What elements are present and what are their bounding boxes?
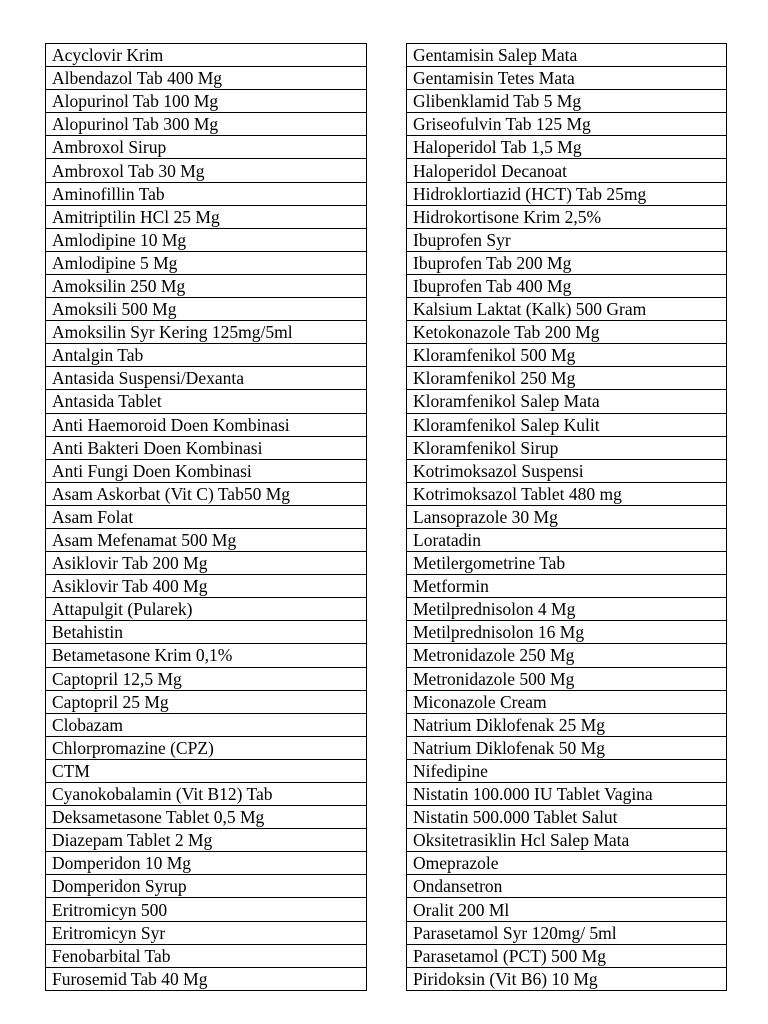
drug-name-cell: Asiklovir Tab 400 Mg bbox=[46, 575, 367, 598]
drug-name-cell: Kloramfenikol Salep Mata bbox=[407, 390, 727, 413]
drug-name-cell: Anti Bakteri Doen Kombinasi bbox=[46, 436, 367, 459]
table-row bbox=[407, 713, 727, 736]
drug-name-cell: Furosemid Tab 40 Mg bbox=[46, 967, 367, 990]
drug-name-cell: Asam Askorbat (Vit C) Tab50 Mg bbox=[46, 482, 367, 505]
table-row bbox=[46, 944, 367, 967]
table-row bbox=[46, 644, 367, 667]
drug-name-cell: Piridoksin (Vit B6) 10 Mg bbox=[407, 967, 727, 990]
table-row bbox=[407, 759, 727, 782]
table-row bbox=[407, 690, 727, 713]
drug-name-cell: Kotrimoksazol Tablet 480 mg bbox=[407, 482, 727, 505]
table-row bbox=[46, 921, 367, 944]
drug-name-cell: Miconazole Cream bbox=[407, 690, 727, 713]
table-row bbox=[46, 528, 367, 551]
table-row bbox=[407, 44, 727, 67]
table-row bbox=[407, 228, 727, 251]
drug-name-cell: Oksitetrasiklin Hcl Salep Mata bbox=[407, 829, 727, 852]
drug-name-cell: Betametasone Krim 0,1% bbox=[46, 644, 367, 667]
drug-name-cell: Domperidon 10 Mg bbox=[46, 852, 367, 875]
table-row bbox=[46, 367, 367, 390]
table-row bbox=[407, 967, 727, 990]
table-row bbox=[46, 967, 367, 990]
table-row bbox=[407, 621, 727, 644]
drug-name-cell: Acyclovir Krim bbox=[46, 44, 367, 67]
drug-name-cell: Metilprednisolon 4 Mg bbox=[407, 598, 727, 621]
drug-name-cell: Anti Fungi Doen Kombinasi bbox=[46, 459, 367, 482]
drug-name-cell: Chlorpromazine (CPZ) bbox=[46, 736, 367, 759]
drug-name-cell: Anti Haemoroid Doen Kombinasi bbox=[46, 413, 367, 436]
drug-name-cell: Metronidazole 500 Mg bbox=[407, 667, 727, 690]
table-row bbox=[46, 44, 367, 67]
drug-name-cell: Gentamisin Tetes Mata bbox=[407, 67, 727, 90]
drug-name-cell: Ambroxol Tab 30 Mg bbox=[46, 159, 367, 182]
table-row bbox=[46, 482, 367, 505]
table-row bbox=[46, 621, 367, 644]
drug-name-cell: Kloramfenikol Salep Kulit bbox=[407, 413, 727, 436]
table-row bbox=[407, 251, 727, 274]
drug-name-cell: Fenobarbital Tab bbox=[46, 944, 367, 967]
drug-name-cell: Amlodipine 10 Mg bbox=[46, 228, 367, 251]
table-row bbox=[46, 436, 367, 459]
drug-name-cell: Kotrimoksazol Suspensi bbox=[407, 459, 727, 482]
table-row bbox=[407, 552, 727, 575]
table-row bbox=[46, 667, 367, 690]
table-row bbox=[407, 390, 727, 413]
table-row bbox=[46, 459, 367, 482]
drug-name-cell: Haloperidol Tab 1,5 Mg bbox=[407, 136, 727, 159]
table-row bbox=[407, 898, 727, 921]
drug-list-left-table bbox=[45, 43, 367, 991]
drug-name-cell: Metilprednisolon 16 Mg bbox=[407, 621, 727, 644]
drug-name-cell: Asiklovir Tab 200 Mg bbox=[46, 552, 367, 575]
drug-name-cell: Antalgin Tab bbox=[46, 344, 367, 367]
table-row bbox=[46, 829, 367, 852]
drug-name-cell: Nifedipine bbox=[407, 759, 727, 782]
table-row bbox=[46, 113, 367, 136]
drug-name-cell: Albendazol Tab 400 Mg bbox=[46, 67, 367, 90]
drug-name-cell: Asam Mefenamat 500 Mg bbox=[46, 528, 367, 551]
drug-name-cell: Glibenklamid Tab 5 Mg bbox=[407, 90, 727, 113]
table-row bbox=[407, 274, 727, 297]
drug-name-cell: Attapulgit (Pularek) bbox=[46, 598, 367, 621]
table-row bbox=[46, 690, 367, 713]
table-row bbox=[407, 482, 727, 505]
table-row bbox=[407, 113, 727, 136]
drug-name-cell: Cyanokobalamin (Vit B12) Tab bbox=[46, 783, 367, 806]
table-row bbox=[46, 898, 367, 921]
table-row bbox=[407, 852, 727, 875]
drug-name-cell: Natrium Diklofenak 50 Mg bbox=[407, 736, 727, 759]
drug-name-cell: Amoksilin 250 Mg bbox=[46, 274, 367, 297]
drug-name-cell: Captopril 25 Mg bbox=[46, 690, 367, 713]
table-row bbox=[407, 598, 727, 621]
drug-name-cell: Kloramfenikol 500 Mg bbox=[407, 344, 727, 367]
drug-name-cell: Omeprazole bbox=[407, 852, 727, 875]
drug-name-cell: Parasetamol Syr 120mg/ 5ml bbox=[407, 921, 727, 944]
table-row bbox=[407, 921, 727, 944]
table-row bbox=[46, 228, 367, 251]
drug-name-cell: Diazepam Tablet 2 Mg bbox=[46, 829, 367, 852]
table-row bbox=[407, 321, 727, 344]
table-row bbox=[46, 875, 367, 898]
drug-name-cell: Ambroxol Sirup bbox=[46, 136, 367, 159]
table-row bbox=[407, 528, 727, 551]
table-row bbox=[46, 344, 367, 367]
table-row bbox=[46, 759, 367, 782]
table-row bbox=[407, 875, 727, 898]
drug-name-cell: Amoksilin Syr Kering 125mg/5ml bbox=[46, 321, 367, 344]
table-row bbox=[46, 205, 367, 228]
drug-name-cell: Metformin bbox=[407, 575, 727, 598]
drug-name-cell: Oralit 200 Ml bbox=[407, 898, 727, 921]
drug-name-cell: Alopurinol Tab 300 Mg bbox=[46, 113, 367, 136]
drug-name-cell: Griseofulvin Tab 125 Mg bbox=[407, 113, 727, 136]
drug-name-cell: Domperidon Syrup bbox=[46, 875, 367, 898]
table-row bbox=[46, 390, 367, 413]
table-row bbox=[46, 159, 367, 182]
drug-name-cell: Amitriptilin HCl 25 Mg bbox=[46, 205, 367, 228]
table-row bbox=[407, 459, 727, 482]
drug-name-cell: Kloramfenikol 250 Mg bbox=[407, 367, 727, 390]
table-row bbox=[46, 321, 367, 344]
table-row bbox=[407, 136, 727, 159]
drug-name-cell: Asam Folat bbox=[46, 505, 367, 528]
table-row bbox=[407, 90, 727, 113]
drug-name-cell: Antasida Tablet bbox=[46, 390, 367, 413]
drug-name-cell: Nistatin 100.000 IU Tablet Vagina bbox=[407, 783, 727, 806]
table-row bbox=[46, 736, 367, 759]
drug-name-cell: Gentamisin Salep Mata bbox=[407, 44, 727, 67]
table-row bbox=[46, 505, 367, 528]
table-row bbox=[407, 344, 727, 367]
table-row bbox=[407, 205, 727, 228]
drug-name-cell: Ibuprofen Tab 400 Mg bbox=[407, 274, 727, 297]
table-row bbox=[407, 667, 727, 690]
table-row bbox=[46, 783, 367, 806]
table-row bbox=[46, 67, 367, 90]
table-row bbox=[46, 598, 367, 621]
drug-name-cell: Loratadin bbox=[407, 528, 727, 551]
table-row bbox=[407, 783, 727, 806]
table-row bbox=[407, 575, 727, 598]
table-row bbox=[46, 182, 367, 205]
drug-name-cell: Nistatin 500.000 Tablet Salut bbox=[407, 806, 727, 829]
table-row bbox=[46, 552, 367, 575]
drug-name-cell: Metilergometrine Tab bbox=[407, 552, 727, 575]
table-row bbox=[46, 852, 367, 875]
table-row bbox=[407, 159, 727, 182]
drug-list-right-table bbox=[406, 43, 727, 991]
table-row bbox=[46, 136, 367, 159]
table-row bbox=[46, 251, 367, 274]
table-row bbox=[46, 413, 367, 436]
drug-name-cell: Amoksili 500 Mg bbox=[46, 298, 367, 321]
drug-name-cell: Aminofillin Tab bbox=[46, 182, 367, 205]
table-row bbox=[407, 505, 727, 528]
drug-name-cell: Kalsium Laktat (Kalk) 500 Gram bbox=[407, 298, 727, 321]
drug-name-cell: Deksametasone Tablet 0,5 Mg bbox=[46, 806, 367, 829]
drug-name-cell: Hidrokortisone Krim 2,5% bbox=[407, 205, 727, 228]
drug-name-cell: Hidroklortiazid (HCT) Tab 25mg bbox=[407, 182, 727, 205]
drug-name-cell: CTM bbox=[46, 759, 367, 782]
drug-name-cell: Ondansetron bbox=[407, 875, 727, 898]
drug-name-cell: Ketokonazole Tab 200 Mg bbox=[407, 321, 727, 344]
drug-name-cell: Alopurinol Tab 100 Mg bbox=[46, 90, 367, 113]
table-row bbox=[46, 575, 367, 598]
table-row bbox=[407, 413, 727, 436]
drug-name-cell: Eritromicyn 500 bbox=[46, 898, 367, 921]
drug-name-cell: Betahistin bbox=[46, 621, 367, 644]
drug-name-cell: Captopril 12,5 Mg bbox=[46, 667, 367, 690]
table-row bbox=[407, 736, 727, 759]
drug-name-cell: Metronidazole 250 Mg bbox=[407, 644, 727, 667]
drug-name-cell: Lansoprazole 30 Mg bbox=[407, 505, 727, 528]
drug-name-cell: Natrium Diklofenak 25 Mg bbox=[407, 713, 727, 736]
table-row bbox=[46, 90, 367, 113]
table-row bbox=[407, 182, 727, 205]
table-row bbox=[407, 944, 727, 967]
drug-name-cell: Parasetamol (PCT) 500 Mg bbox=[407, 944, 727, 967]
table-row bbox=[407, 67, 727, 90]
table-row bbox=[46, 806, 367, 829]
drug-name-cell: Eritromicyn Syr bbox=[46, 921, 367, 944]
table-row bbox=[46, 274, 367, 297]
drug-name-cell: Haloperidol Decanoat bbox=[407, 159, 727, 182]
table-row bbox=[46, 713, 367, 736]
drug-name-cell: Antasida Suspensi/Dexanta bbox=[46, 367, 367, 390]
table-row bbox=[407, 436, 727, 459]
table-row bbox=[407, 644, 727, 667]
table-row bbox=[407, 367, 727, 390]
table-row bbox=[407, 829, 727, 852]
drug-name-cell: Clobazam bbox=[46, 713, 367, 736]
drug-name-cell: Kloramfenikol Sirup bbox=[407, 436, 727, 459]
table-row bbox=[407, 806, 727, 829]
drug-name-cell: Ibuprofen Tab 200 Mg bbox=[407, 251, 727, 274]
table-row bbox=[46, 298, 367, 321]
drug-name-cell: Ibuprofen Syr bbox=[407, 228, 727, 251]
table-row bbox=[407, 298, 727, 321]
drug-name-cell: Amlodipine 5 Mg bbox=[46, 251, 367, 274]
